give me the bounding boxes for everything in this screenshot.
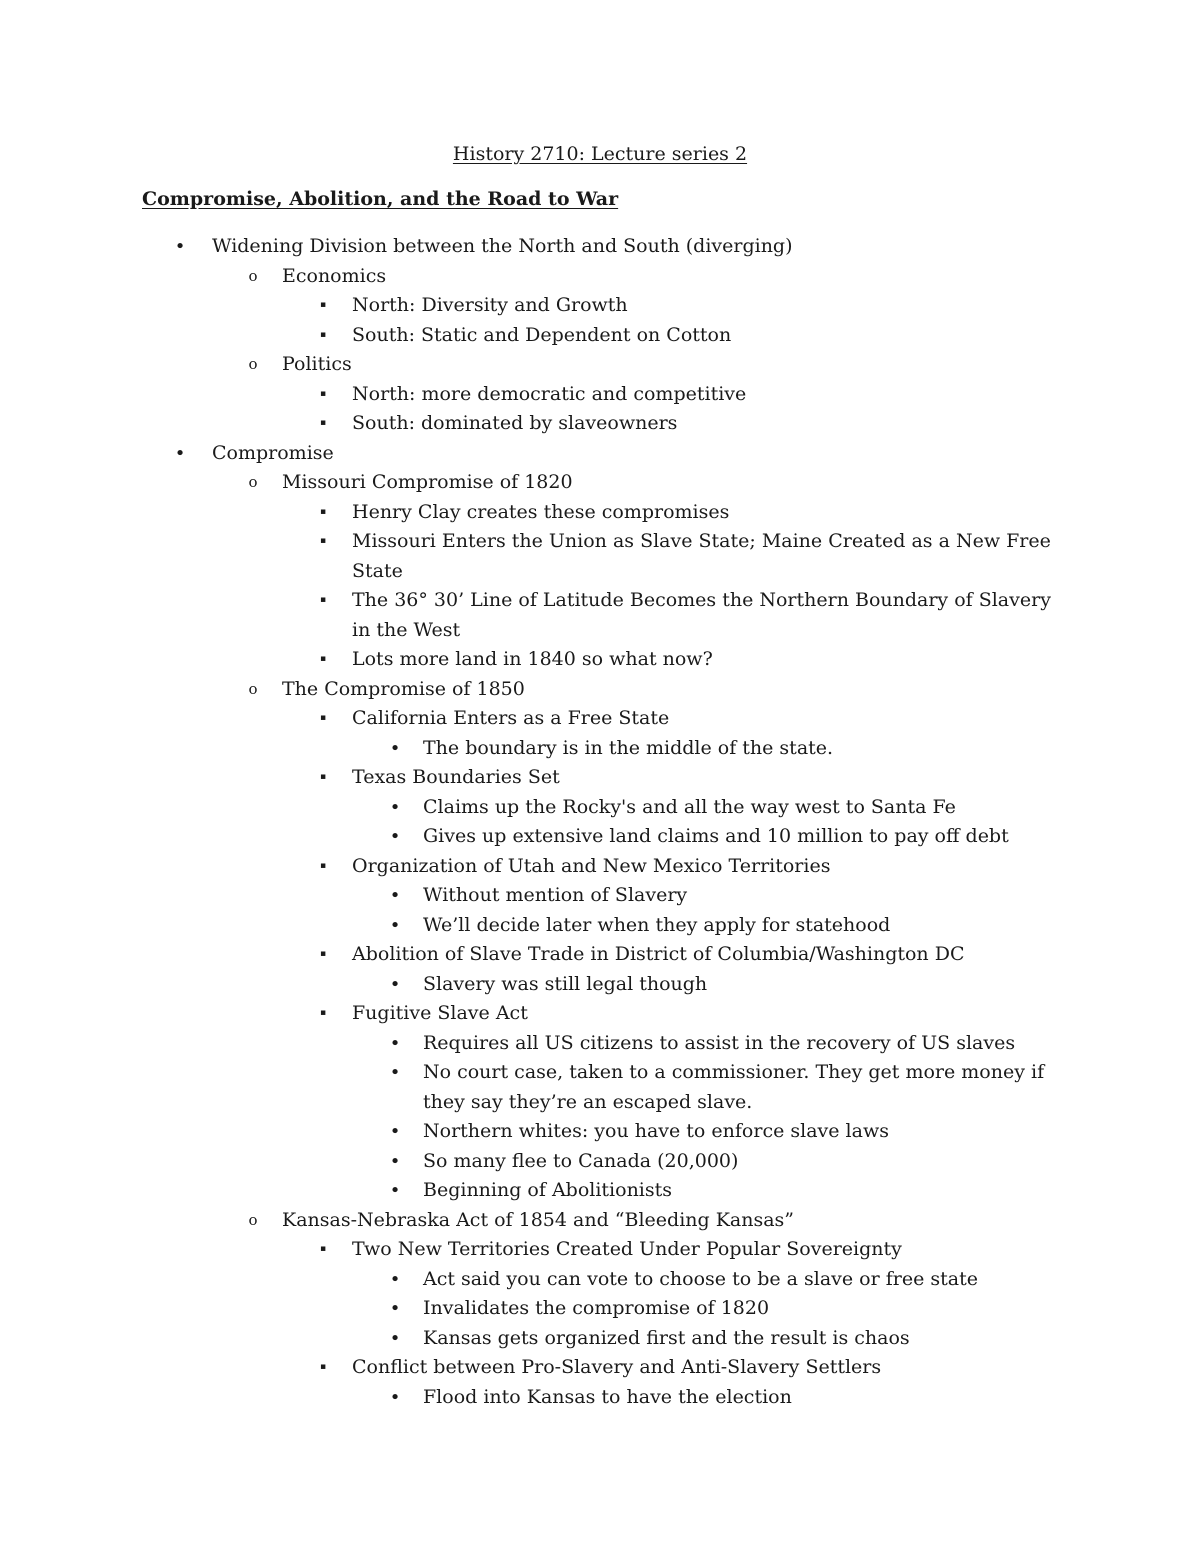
- outline-item-level-3: [0, 1294, 1063, 1324]
- bullet-marker: •: [389, 885, 401, 906]
- outline-item-text: Conflict between Pro-Slavery and Anti-Slavery Settlers: [352, 1356, 882, 1378]
- bullet-marker: ▪: [319, 536, 327, 546]
- bullet-marker: o: [248, 1210, 258, 1229]
- outline-item-level-3: [0, 1058, 1063, 1117]
- bullet-marker: ▪: [319, 418, 327, 428]
- outline-item-text: Beginning of Abolitionists: [423, 1179, 673, 1201]
- outline-item-level-2: [0, 645, 1052, 675]
- outline-item-level-2: [0, 527, 1052, 586]
- outline-item-text: California Enters as a Free State: [352, 707, 670, 729]
- outline-item-level-2: [0, 852, 1052, 882]
- outline-item-level-3: [0, 881, 1063, 911]
- outline-item-text: The 36° 30’ Line of Latitude Becomes the Northern Boundary of Slavery in the West: [352, 589, 1051, 641]
- outline-item-text: No court case, taken to a commissioner. They get more money if they say they’re an escaped slave.: [423, 1061, 1045, 1113]
- outline-item-level-0: [0, 232, 1200, 262]
- section-heading: Compromise, Abolition, and the Road to War: [142, 188, 619, 210]
- bullet-marker: ▪: [319, 1008, 327, 1018]
- outline-item-level-3: [0, 822, 1063, 852]
- outline-item-level-2: [0, 498, 1052, 528]
- outline-item-text: Economics: [282, 264, 387, 287]
- outline-item-level-2: [0, 763, 1052, 793]
- outline-item-level-2: [0, 321, 1052, 351]
- outline-item-text: North: Diversity and Growth: [352, 294, 628, 316]
- bullet-marker: ▪: [319, 713, 327, 723]
- bullet-marker: ▪: [319, 300, 327, 310]
- outline-item-level-3: [0, 793, 1063, 823]
- bullet-marker: •: [389, 1150, 401, 1172]
- outline-item-level-3: [0, 1029, 1063, 1059]
- outline-item-text: The boundary is in the middle of the state.: [423, 736, 834, 759]
- outline-item-level-2: [0, 999, 1052, 1029]
- outline-item-text: Widening Division between the North and South (diverging): [212, 235, 793, 257]
- outline-item-text: Kansas gets organized first and the result is chaos: [423, 1326, 910, 1349]
- outline-item-text: Claims up the Rocky's and all the way west to Santa Fe: [423, 795, 956, 818]
- outline-item-text: South: dominated by slaveowners: [352, 412, 678, 434]
- bullet-marker: o: [248, 473, 258, 491]
- bullet-marker: •: [389, 1268, 401, 1290]
- outline-item-text: Compromise: [212, 441, 334, 464]
- bullet-marker: o: [248, 355, 258, 373]
- outline-item-text: Lots more land in 1840 so what now?: [352, 648, 713, 670]
- outline-item-text: Abolition of Slave Trade in District of Columbia/Washington DC: [352, 943, 965, 965]
- outline-item-level-2: [0, 704, 1052, 734]
- bullet-marker: •: [389, 1032, 401, 1054]
- outline-item-text: We’ll decide later when they apply for statehood: [423, 913, 891, 936]
- outline-item-text: Politics: [282, 353, 352, 375]
- outline-item-level-1: [0, 675, 1200, 705]
- bullet-marker: o: [248, 679, 258, 698]
- bullet-marker: ▪: [319, 329, 327, 340]
- outline-item-text: Texas Boundaries Set: [352, 766, 560, 788]
- outline-item-text: Kansas-Nebraska Act of 1854 and “Bleeding Kansas”: [282, 1208, 795, 1231]
- bullet-marker: •: [389, 796, 401, 818]
- outline-item-text: Organization of Utah and New Mexico Territories: [352, 854, 831, 877]
- outline-item-level-2: [0, 380, 1052, 410]
- outline-item-text: So many flee to Canada (20,000): [423, 1149, 739, 1172]
- bullet-marker: •: [389, 1062, 401, 1083]
- outline-item-text: South: Static and Dependent on Cotton: [352, 323, 732, 346]
- document-title: History 2710: Lecture series 2: [452, 143, 748, 165]
- outline-item-level-3: [0, 1176, 1063, 1206]
- bullet-marker: •: [174, 442, 186, 464]
- outline-item-level-3: [0, 734, 1063, 764]
- outline-item-level-3: [0, 911, 1063, 941]
- outline-item-level-2: [0, 1353, 1052, 1383]
- bullet-marker: ▪: [319, 388, 327, 399]
- outline-item-level-2: [0, 291, 1052, 321]
- outline-item-text: North: more democratic and competitive: [352, 382, 747, 405]
- outline-item-text: Slavery was still legal though: [423, 972, 708, 995]
- outline-item-text: Without mention of Slavery: [423, 884, 688, 906]
- outline-item-level-2: [0, 586, 1052, 645]
- bullet-marker: •: [389, 973, 401, 995]
- outline-item-text: Flood into Kansas to have the election: [423, 1385, 792, 1408]
- bullet-marker: •: [389, 1327, 401, 1349]
- bullet-marker: •: [389, 914, 401, 936]
- outline-item-text: Requires all US citizens to assist in the recovery of US slaves: [423, 1031, 1016, 1054]
- outline-item-text: Act said you can vote to choose to be a slave or free state: [423, 1267, 978, 1290]
- outline-item-text: Fugitive Slave Act: [352, 1002, 528, 1024]
- outline-item-text: Northern whites: you have to enforce slave laws: [423, 1120, 889, 1142]
- outline-item-text: Two New Territories Created Under Popular Sovereignty: [352, 1238, 902, 1260]
- outline-item-level-1: [0, 262, 1200, 292]
- outline-item-level-3: [0, 970, 1063, 1000]
- bullet-marker: •: [389, 1386, 401, 1408]
- bullet-marker: o: [248, 266, 258, 285]
- lecture-outline: [0, 232, 1200, 1412]
- bullet-marker: ▪: [319, 949, 327, 959]
- bullet-marker: ▪: [319, 595, 327, 605]
- outline-item-level-1: [0, 1206, 1200, 1236]
- outline-item-level-2: [0, 1235, 1052, 1265]
- outline-item-text: Gives up extensive land claims and 10 million to pay off debt: [423, 825, 1009, 847]
- bullet-marker: •: [389, 737, 401, 759]
- bullet-marker: ▪: [319, 1362, 327, 1372]
- outline-item-level-1: [0, 350, 1200, 380]
- outline-item-level-0: [0, 439, 1200, 469]
- outline-item-text: Henry Clay creates these compromises: [352, 500, 730, 523]
- outline-item-level-2: [0, 940, 1052, 970]
- outline-item-level-2: [0, 409, 1052, 439]
- bullet-marker: ▪: [319, 772, 327, 782]
- bullet-marker: ▪: [319, 506, 327, 517]
- bullet-marker: •: [389, 1298, 401, 1319]
- outline-item-level-3: [0, 1324, 1063, 1354]
- bullet-marker: •: [389, 1180, 401, 1201]
- outline-item-level-3: [0, 1383, 1063, 1413]
- bullet-marker: •: [389, 826, 401, 847]
- outline-item-text: Invalidates the compromise of 1820: [423, 1297, 770, 1319]
- bullet-marker: ▪: [319, 860, 327, 871]
- outline-item-level-3: [0, 1147, 1063, 1177]
- outline-item-level-3: [0, 1117, 1063, 1147]
- outline-item-text: Missouri Compromise of 1820: [282, 471, 573, 493]
- bullet-marker: •: [389, 1121, 401, 1142]
- outline-item-text: Missouri Enters the Union as Slave State; Maine Created as a New Free State: [352, 530, 1051, 582]
- outline-item-level-1: [0, 468, 1200, 498]
- bullet-marker: ▪: [319, 1244, 327, 1254]
- bullet-marker: •: [174, 236, 186, 257]
- outline-item-text: The Compromise of 1850: [282, 677, 525, 700]
- bullet-marker: ▪: [319, 654, 327, 664]
- outline-item-level-3: [0, 1265, 1063, 1295]
